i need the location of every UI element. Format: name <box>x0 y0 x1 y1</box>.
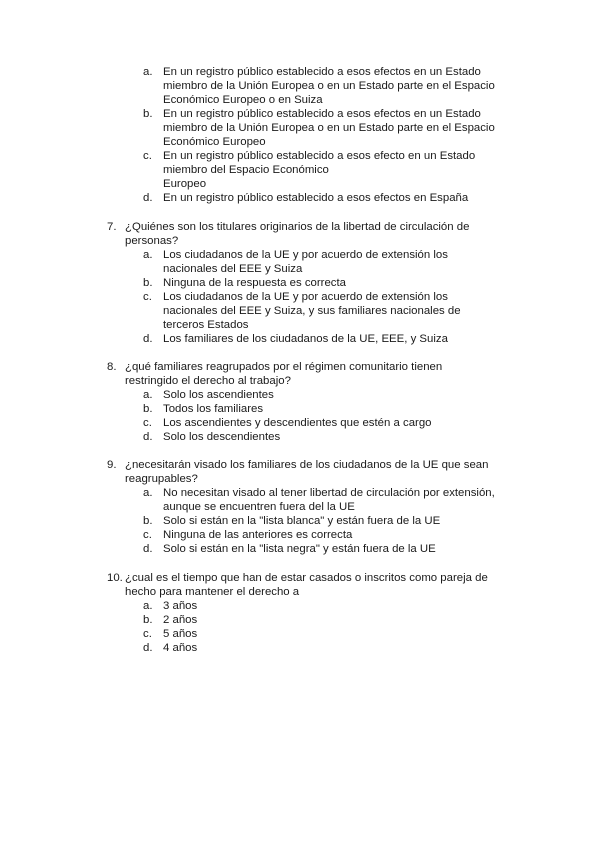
option-line: Todos los familiares <box>163 403 264 415</box>
option-letter: c. <box>143 417 152 429</box>
option-line: Solo los descendientes <box>163 431 281 443</box>
question-heading <box>107 458 527 486</box>
option-letter: b. <box>143 614 153 626</box>
option-line: Los familiares de los ciudadanos de la UE, EEE, y Suiza <box>163 333 448 345</box>
question-line: reagrupables? <box>125 473 198 485</box>
option-c <box>107 149 527 191</box>
question-number: 7. <box>107 221 117 233</box>
question-7 <box>107 220 527 346</box>
question-line: restringido el derecho al trabajo? <box>125 375 291 387</box>
question-9 <box>107 458 527 556</box>
option-c <box>107 290 527 332</box>
option-line: Solo si están en la "lista blanca" y están fuera de la UE <box>163 515 441 527</box>
option-letter: b. <box>143 515 153 527</box>
option-line: Económico Europeo <box>163 136 266 148</box>
question-line: hecho para mantener el derecho a <box>125 586 300 598</box>
question-number: 10. <box>107 572 123 584</box>
option-line: terceros Estados <box>163 319 249 331</box>
option-line: Los ciudadanos de la UE y por acuerdo de extensión los <box>163 291 448 303</box>
option-line: Económico Europeo o en Suiza <box>163 94 323 106</box>
option-line: En un registro público establecido a esos efecto en un Estado <box>163 150 476 162</box>
option-letter: c. <box>143 529 152 541</box>
option-letter: d. <box>143 192 153 204</box>
option-b <box>107 276 527 290</box>
option-line: miembro de la Unión Europea o en un Estado parte en el Espacio <box>163 122 495 134</box>
option-letter: b. <box>143 277 153 289</box>
question-8 <box>107 360 527 444</box>
option-a <box>107 486 527 514</box>
question-line: ¿Quiénes son los titulares originarios de la libertad de circulación de <box>125 221 470 233</box>
option-b <box>107 402 527 416</box>
option-c <box>107 416 527 430</box>
option-d <box>107 332 527 346</box>
option-line: 3 años <box>163 600 198 612</box>
options-list <box>107 486 527 556</box>
option-letter: a. <box>143 600 153 612</box>
option-line: Solo si están en la "lista negra" y están fuera de la UE <box>163 543 436 555</box>
question-line: personas? <box>125 235 179 247</box>
option-line: 2 años <box>163 614 198 626</box>
option-letter: c. <box>143 150 152 162</box>
option-letter: a. <box>143 66 153 78</box>
question-heading <box>107 571 527 599</box>
option-letter: a. <box>143 249 153 261</box>
question-heading <box>107 220 527 248</box>
option-line: nacionales del EEE y Suiza <box>163 263 303 275</box>
option-line: No necesitan visado al tener libertad de circulación por extensión, <box>163 487 495 499</box>
option-line: Los ascendientes y descendientes que estén a cargo <box>163 417 432 429</box>
option-c <box>107 627 527 641</box>
option-line: En un registro público establecido a esos efectos en un Estado <box>163 108 481 120</box>
options-list <box>107 388 527 444</box>
option-line: 4 años <box>163 642 198 654</box>
option-line: En un registro público establecido a esos efectos en un Estado <box>163 66 481 78</box>
option-b <box>107 107 527 149</box>
option-line: 5 años <box>163 628 198 640</box>
option-letter: c. <box>143 291 152 303</box>
options-list <box>107 599 527 655</box>
option-d <box>107 191 527 205</box>
options-list <box>107 65 527 205</box>
option-d <box>107 430 527 444</box>
option-line: Ninguna de la respuesta es correcta <box>163 277 346 289</box>
option-letter: b. <box>143 108 153 120</box>
option-line: En un registro público establecido a esos efectos en España <box>163 192 469 204</box>
option-b <box>107 613 527 627</box>
option-a <box>107 65 527 107</box>
option-a <box>107 388 527 402</box>
option-line: miembro del Espacio Económico <box>163 164 329 176</box>
option-line: Ninguna de las anteriores es correcta <box>163 529 353 541</box>
option-a <box>107 599 527 613</box>
option-d <box>107 542 527 556</box>
option-c <box>107 528 527 542</box>
option-line: aunque se encuentren fuera del la UE <box>163 501 355 513</box>
option-letter: a. <box>143 487 153 499</box>
option-letter: d. <box>143 642 153 654</box>
option-a <box>107 248 527 276</box>
option-line: nacionales del EEE y Suiza, y sus familiares nacionales de <box>163 305 461 317</box>
question-line: ¿cual es el tiempo que han de estar casados o inscritos como pareja de <box>125 572 488 584</box>
option-letter: c. <box>143 628 152 640</box>
option-line: Europeo <box>163 178 207 190</box>
option-letter: d. <box>143 431 153 443</box>
question-number: 9. <box>107 459 117 471</box>
option-b <box>107 514 527 528</box>
option-letter: d. <box>143 543 153 555</box>
options-list <box>107 248 527 346</box>
option-letter: b. <box>143 403 153 415</box>
option-line: Los ciudadanos de la UE y por acuerdo de extensión los <box>163 249 448 261</box>
question-10 <box>107 571 527 655</box>
question-heading <box>107 360 527 388</box>
option-line: Solo los ascendientes <box>163 389 274 401</box>
option-d <box>107 641 527 655</box>
question-6-continued <box>107 65 527 205</box>
question-line: ¿qué familiares reagrupados por el régimen comunitario tienen <box>125 361 443 373</box>
question-line: ¿necesitarán visado los familiares de los ciudadanos de la UE que sean <box>125 459 489 471</box>
question-number: 8. <box>107 361 117 373</box>
option-letter: d. <box>143 333 153 345</box>
option-line: miembro de la Unión Europea o en un Estado parte en el Espacio <box>163 80 495 92</box>
option-letter: a. <box>143 389 153 401</box>
